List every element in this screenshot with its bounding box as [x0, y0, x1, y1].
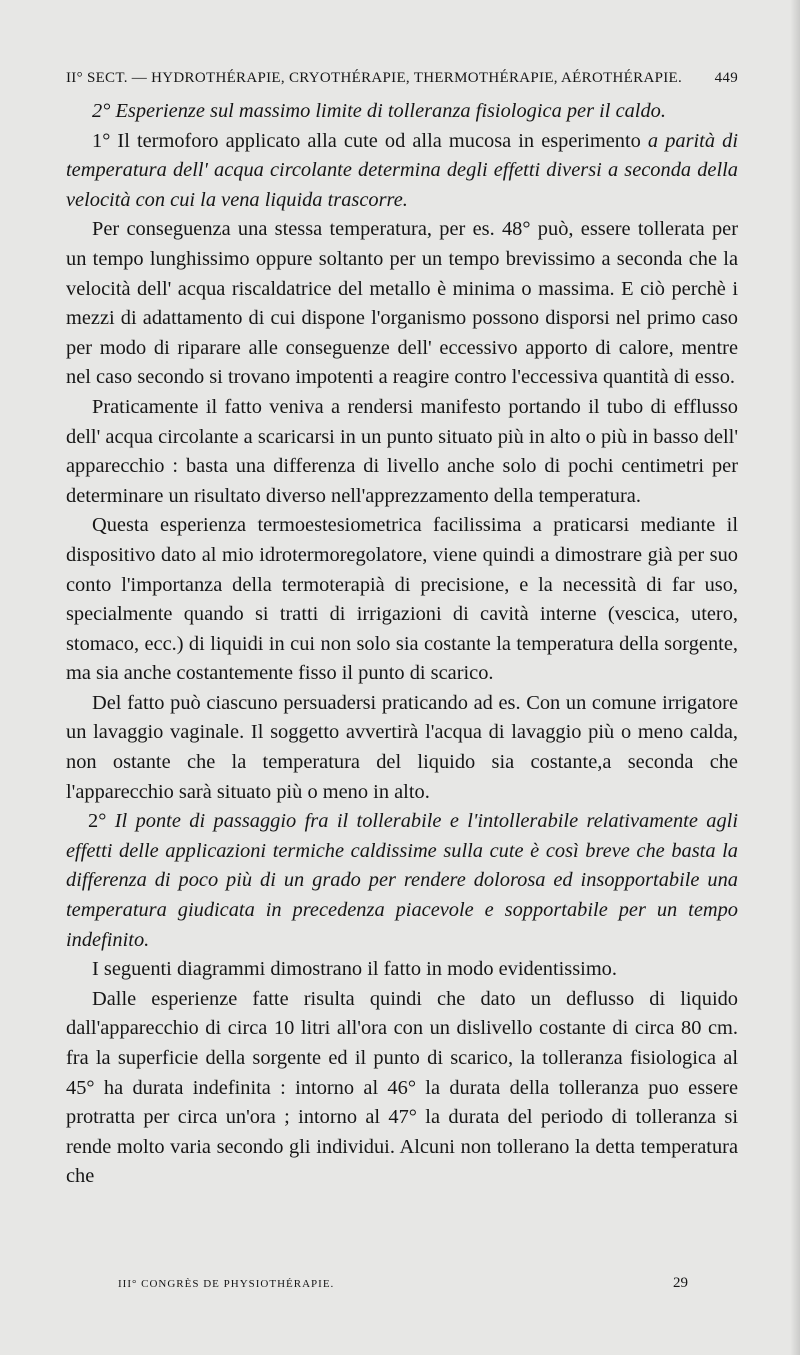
section-heading — [66, 97, 738, 127]
paragraph-6-italic: Il ponte di passaggio fra il tollerabile e l'intollerabile relativamente agli effetti delle applicazioni termiche caldissime sulla cute è così breve che basta la differenza di poco più di un grado per rendere dolorosa ed insopportabile una temperatura giudicata in precedenza piacevole e sopportabile per un tempo indefinito. — [66, 810, 738, 951]
paragraph-4: Questa esperienza termoestesiometrica facilissima a praticarsi mediante il dispositivo dato al mio idrotermoregolatore, viene quindi a dimostrare già per suo conto l'importanza della termoterapià di precisione, e la necessità di far uso, specialmente quando si tratti di irrigazioni di cavità interne (vescica, utero, stomaco, ecc.) di liquidi in cui non solo sia costante la temperatura della sorgente, ma sia anche costantemente fisso il punto di scarico. — [66, 514, 738, 685]
paragraph-6 — [66, 807, 738, 955]
paragraph-8: Dalle esperienze fatte risulta quindi che dato un deflusso di liquido dall'apparecchio di circa 10 litri all'ora con un dislivello costante di circa 80 cm. fra la superficie della sorgente ed il punto di scarico, la tolleranza fisiologica al 45° ha durata indefinita : intorno al 46° la durata della tolleranza puo essere protratta per circa un'ora ; intorno al 47° la durata del periodo di tolleranza si rende molto varia secondo gli individui. Alcuni non tollerano la detta temperatura che — [66, 987, 738, 1188]
paragraph-2: Per conseguenza una stessa temperatura, per es. 48° può, essere tollerata per un tempo lunghissimo oppure soltanto per un tempo brevissimo a seconda che la velocità dell' acqua riscaldatrice del metallo è minima o massima. E ciò perchè i mezzi di adattamento di cui dispone l'organismo possono disporsi nel primo caso per modo di riparare alle conseguenze dell' eccessivo apporto di calore, mentre nel caso secondo si trovano impotenti a reagire contro l'eccessiva quantità di esso. — [66, 218, 738, 389]
footer-congress: III° CONGRÈS DE PHYSIOTHÉRAPIE. — [118, 1278, 335, 1290]
page-footer — [66, 1275, 738, 1292]
paragraph-6-lead: 2° — [88, 810, 115, 833]
paragraph-1-lead: 1° Il termoforo applicato alla cute od alla mucosa in esperimento — [92, 129, 648, 152]
footer-signature: 29 — [673, 1275, 688, 1291]
page-number: 449 — [714, 70, 738, 86]
paragraph-1-italic: a parità di temperatura dell' acqua circolante determina degli effetti diversi a seconda della velocità con cui la vena liquida trascorre. — [66, 129, 738, 211]
paragraph-3: Praticamente il fatto veniva a rendersi manifesto portando il tubo di efflusso dell' acqua circolante a scaricarsi in un punto situato più in alto o più in basso dell' apparecchio : basta una differenza di livello anche solo di pochi centimetri per determinare un risultato diverso nell'apprezzamento della temperatura. — [66, 395, 738, 507]
paragraph-7: I seguenti diagrammi dimostrano il fatto in modo evidentissimo. — [92, 958, 617, 981]
paragraph-5: Del fatto può ciascuno persuadersi praticando ad es. Con un comune irrigatore un lavaggio vaginale. Il soggetto avvertirà l'acqua di lavaggio più o meno calda, non ostante che la temperatura del liquido sia costante,a seconda che l'apparecchio sarà situato più o meno in alto. — [66, 691, 738, 803]
section-heading-text: 2° Esperienze sul massimo limite di tolleranza fisiologica per il caldo. — [92, 100, 666, 122]
running-head-title: II° SECT. — HYDROTHÉRAPIE, CRYOTHÉRAPIE, THERMOTHÉRAPIE, AÉROTHÉRAPIE. — [66, 70, 683, 86]
running-head — [66, 70, 738, 87]
paragraph-1 — [66, 127, 738, 216]
page-edge-shadow — [790, 0, 800, 1355]
